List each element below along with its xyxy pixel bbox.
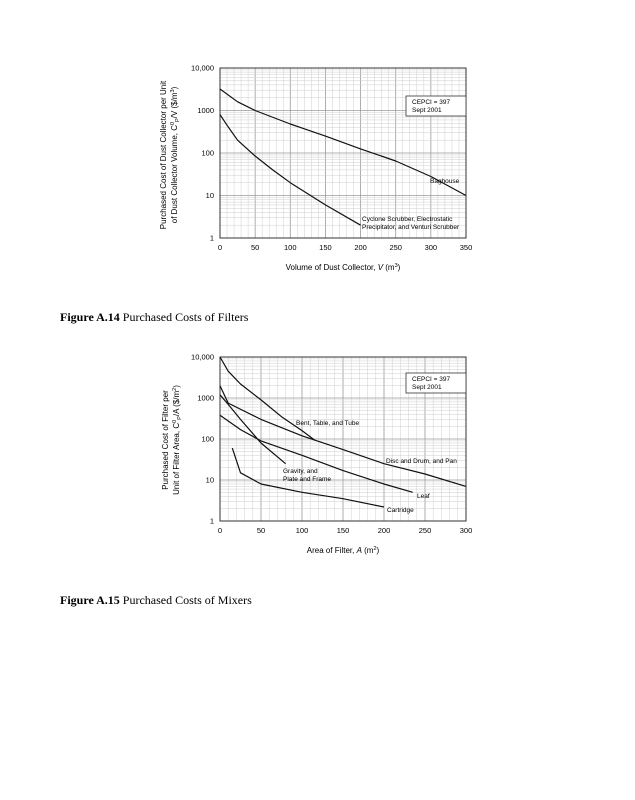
x-tick-label: 100 [284,243,297,252]
series-label: Cyclone Scrubber, Electrostatic [362,216,453,223]
series-label: Gravity, and [283,468,318,475]
grid [220,68,466,238]
legend-box-text: CEPCI = 397 [412,376,451,383]
y-tick-label: 10,000 [191,63,214,73]
legend-box-text: Sept 2001 [412,384,442,391]
series-label: Disc and Drum, and Pan [386,458,457,465]
figure-label: Figure A.15 [60,593,120,607]
x-tick-label: 200 [377,526,391,535]
x-tick-label: 300 [459,526,473,535]
dust-collector-cost-chart [150,60,480,290]
figure-title: Purchased Costs of Mixers [119,593,252,607]
y-tick-label: 100 [201,148,214,158]
y-tick-label: 1 [209,516,214,526]
x-tick-label: 150 [336,526,350,535]
series-label: Precipitator, and Venturi Scrubber [362,224,460,231]
x-tick-label: 150 [319,243,332,252]
series-label: Cartridge [387,507,414,514]
series-label: Plate and Frame [283,476,332,483]
legend-box-text: Sept 2001 [412,107,442,114]
y-tick-label: 10,000 [191,352,214,362]
series-label: Baghouse [430,178,460,185]
x-axis-label: Area of Filter, A $(m^2)$ [306,546,380,555]
x-tick-label: 250 [418,526,432,535]
figure-caption-a14 [60,310,248,325]
figure-title: Purchased Costs of Filters [119,310,249,324]
legend-box-text: CEPCI = 397 [412,99,451,106]
y-tick-label: 1000 [197,106,214,115]
y-tick-label: 1000 [197,393,214,403]
series-label: Bent, Table, and Tube [296,420,360,427]
y-tick-label: 100 [201,434,214,444]
x-axis-label: Volume of Dust Collector, V $(m^3)$ [285,263,401,272]
y-axis-label: Purchased Cost of Dust Collector per Unit [159,80,168,230]
x-tick-label: 300 [424,243,438,252]
figure-label: Figure A.14 [60,310,120,324]
x-tick-label: 350 [459,243,473,252]
x-tick-label: 50 [256,526,266,535]
figure-caption-a15 [60,593,252,608]
x-tick-label: 0 [217,243,223,252]
x-tick-label: 0 [217,526,223,535]
filter-cost-chart [150,348,480,568]
y-axis-label: Unit of Filter Area, $C^0_P/A$ $(\$/m^2)$ [172,385,183,495]
x-tick-label: 200 [354,243,367,252]
y-tick-label: 10 [205,191,214,200]
x-tick-label: 250 [389,243,402,252]
y-axis-label: of Dust Collector Volume, $C^0_P/V$ $(\$/m^3)$ [170,86,181,224]
y-tick-label: 10 [205,475,214,485]
series-label: Leaf [417,493,430,500]
y-tick-label: 1 [209,233,214,243]
x-tick-label: 100 [295,526,309,535]
y-axis-label: Purchased Cost of Filter per [161,390,170,490]
x-tick-label: 50 [250,243,260,252]
